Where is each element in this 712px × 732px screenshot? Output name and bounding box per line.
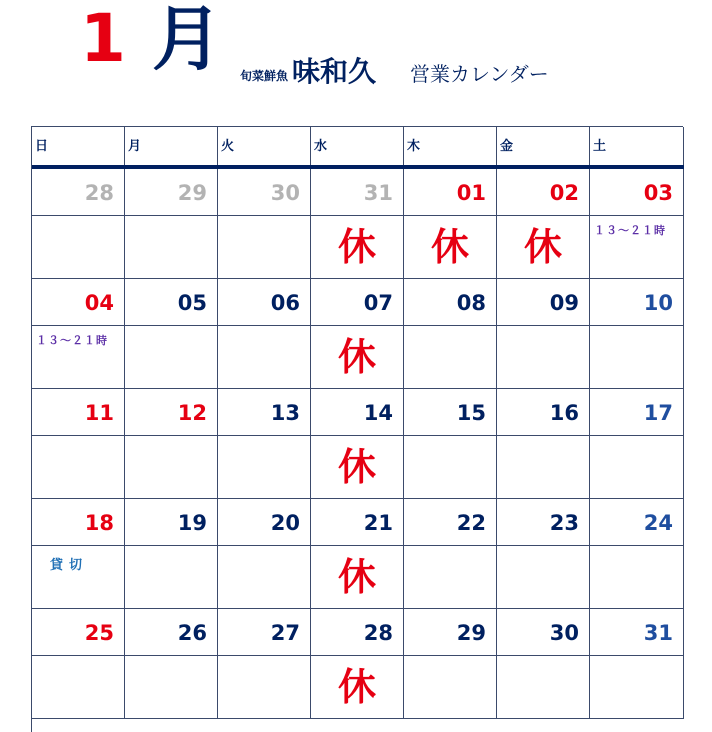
date-cell[interactable] xyxy=(404,169,497,216)
date-cell[interactable] xyxy=(590,279,684,326)
note-cell xyxy=(590,546,684,609)
note-cell xyxy=(590,656,684,719)
date-number: 06 xyxy=(270,291,300,315)
date-cell[interactable] xyxy=(497,389,590,436)
weekday-label: 月 xyxy=(128,139,142,154)
business-hours-note: １３～２１時 xyxy=(594,224,666,237)
date-cell[interactable] xyxy=(32,609,125,656)
note-cell xyxy=(311,436,404,499)
note-cell xyxy=(125,326,218,389)
calendar-label: 営業カレンダー xyxy=(410,62,549,86)
note-cell xyxy=(590,326,684,389)
weekday-cell-sat xyxy=(590,127,684,167)
note-cell xyxy=(218,436,311,499)
info-row xyxy=(32,656,684,719)
date-number: 28 xyxy=(84,181,114,205)
date-row xyxy=(32,169,684,216)
date-number: 28 xyxy=(363,621,393,645)
month-number: 1 xyxy=(80,0,126,77)
note-cell xyxy=(125,546,218,609)
date-cell[interactable] xyxy=(218,609,311,656)
note-cell xyxy=(404,656,497,719)
note-cell xyxy=(590,436,684,499)
note-cell xyxy=(218,216,311,279)
note-cell xyxy=(125,436,218,499)
note-cell xyxy=(218,546,311,609)
date-number: 14 xyxy=(363,401,393,425)
note-cell xyxy=(125,656,218,719)
month-kanji: 月 xyxy=(152,0,222,80)
date-number: 09 xyxy=(549,291,579,315)
date-row xyxy=(32,609,684,656)
note-cell xyxy=(32,546,125,609)
note-cell xyxy=(497,326,590,389)
date-cell[interactable] xyxy=(497,169,590,216)
date-number: 05 xyxy=(177,291,207,315)
weekday-label: 日 xyxy=(35,139,49,154)
weekday-header-row xyxy=(32,127,684,167)
date-cell[interactable] xyxy=(218,279,311,326)
note-cell xyxy=(404,546,497,609)
closed-mark: 休 xyxy=(523,225,562,269)
note-cell xyxy=(497,216,590,279)
note-cell xyxy=(311,216,404,279)
date-row xyxy=(32,499,684,546)
date-number: 31 xyxy=(363,181,393,205)
date-cell[interactable] xyxy=(218,389,311,436)
info-row xyxy=(32,546,684,609)
date-number: 08 xyxy=(456,291,486,315)
date-cell[interactable] xyxy=(32,279,125,326)
weekday-label: 木 xyxy=(407,139,421,154)
weekday-label: 金 xyxy=(500,139,514,154)
date-cell[interactable] xyxy=(125,499,218,546)
note-cell xyxy=(311,546,404,609)
note-cell xyxy=(311,656,404,719)
date-number: 10 xyxy=(643,291,673,315)
info-row xyxy=(32,216,684,279)
date-number: 02 xyxy=(549,181,579,205)
date-number: 03 xyxy=(643,181,673,205)
closed-mark: 休 xyxy=(337,225,376,269)
date-cell[interactable] xyxy=(218,499,311,546)
note-cell xyxy=(32,326,125,389)
date-number: 24 xyxy=(643,511,673,535)
date-number: 31 xyxy=(643,621,673,645)
date-number: 30 xyxy=(549,621,579,645)
date-cell[interactable] xyxy=(311,169,404,216)
info-row xyxy=(32,326,684,389)
weekday-cell-thu xyxy=(404,127,497,167)
note-cell xyxy=(32,216,125,279)
weekday-cell-wed xyxy=(311,127,404,167)
shop-name: 味和久 xyxy=(292,55,377,88)
date-number: 16 xyxy=(549,401,579,425)
business-hours-note: １３～２１時 xyxy=(36,334,108,347)
date-cell[interactable] xyxy=(590,499,684,546)
date-row xyxy=(32,279,684,326)
calendar-grid xyxy=(31,126,683,732)
note-cell xyxy=(497,546,590,609)
date-cell[interactable] xyxy=(404,279,497,326)
closed-mark: 休 xyxy=(430,225,469,269)
note-cell xyxy=(497,656,590,719)
date-number: 22 xyxy=(456,511,486,535)
date-number: 17 xyxy=(643,401,673,425)
date-cell[interactable] xyxy=(497,609,590,656)
note-cell xyxy=(32,656,125,719)
date-number: 04 xyxy=(84,291,114,315)
note-cell xyxy=(590,216,684,279)
date-cell[interactable] xyxy=(497,499,590,546)
date-number: 15 xyxy=(456,401,486,425)
shop-subtitle: 旬菜鮮魚 xyxy=(240,69,289,83)
note-cell xyxy=(218,326,311,389)
date-number: 23 xyxy=(549,511,579,535)
note-cell xyxy=(125,216,218,279)
date-number: 25 xyxy=(84,621,114,645)
note-cell xyxy=(404,436,497,499)
date-cell[interactable] xyxy=(404,499,497,546)
date-cell[interactable] xyxy=(32,389,125,436)
date-number: 21 xyxy=(363,511,393,535)
date-number: 01 xyxy=(456,181,486,205)
weekday-cell-fri xyxy=(497,127,590,167)
note-cell xyxy=(32,436,125,499)
date-cell[interactable] xyxy=(590,389,684,436)
note-cell xyxy=(497,436,590,499)
date-cell[interactable] xyxy=(125,169,218,216)
date-cell[interactable] xyxy=(590,169,684,216)
date-number: 07 xyxy=(363,291,393,315)
date-cell[interactable] xyxy=(311,279,404,326)
date-number: 27 xyxy=(270,621,300,645)
date-cell[interactable] xyxy=(404,609,497,656)
date-number: 20 xyxy=(270,511,300,535)
date-number: 19 xyxy=(177,511,207,535)
date-cell[interactable] xyxy=(125,279,218,326)
date-cell[interactable] xyxy=(311,499,404,546)
date-cell[interactable] xyxy=(590,609,684,656)
date-cell[interactable] xyxy=(32,169,125,216)
closed-mark: 休 xyxy=(337,335,376,379)
date-cell[interactable] xyxy=(32,499,125,546)
date-cell[interactable] xyxy=(311,609,404,656)
weekday-cell-mon xyxy=(125,127,218,167)
date-number: 29 xyxy=(177,181,207,205)
date-cell[interactable] xyxy=(218,169,311,216)
note-cell xyxy=(218,656,311,719)
date-number: 13 xyxy=(270,401,300,425)
weekday-cell-sun xyxy=(32,127,125,167)
date-cell[interactable] xyxy=(125,389,218,436)
info-row xyxy=(32,436,684,499)
date-number: 29 xyxy=(456,621,486,645)
date-cell[interactable] xyxy=(497,279,590,326)
note-cell xyxy=(404,216,497,279)
note-cell xyxy=(311,326,404,389)
closed-mark: 休 xyxy=(337,445,376,489)
date-cell[interactable] xyxy=(311,389,404,436)
date-number: 12 xyxy=(177,401,207,425)
weekday-cell-tue xyxy=(218,127,311,167)
calendar-header xyxy=(0,0,712,110)
closed-mark: 休 xyxy=(337,555,376,599)
date-row xyxy=(32,389,684,436)
date-cell[interactable] xyxy=(125,609,218,656)
weekday-label: 水 xyxy=(314,139,328,154)
date-number: 11 xyxy=(84,401,114,425)
closed-mark: 休 xyxy=(337,665,376,709)
note-cell xyxy=(404,326,497,389)
date-number: 18 xyxy=(84,511,114,535)
date-cell[interactable] xyxy=(404,389,497,436)
private-booking-note: 貸切 xyxy=(50,558,89,573)
date-number: 26 xyxy=(177,621,207,645)
weekday-label: 火 xyxy=(221,139,235,154)
date-number: 30 xyxy=(270,181,300,205)
weekday-label: 土 xyxy=(593,139,607,154)
